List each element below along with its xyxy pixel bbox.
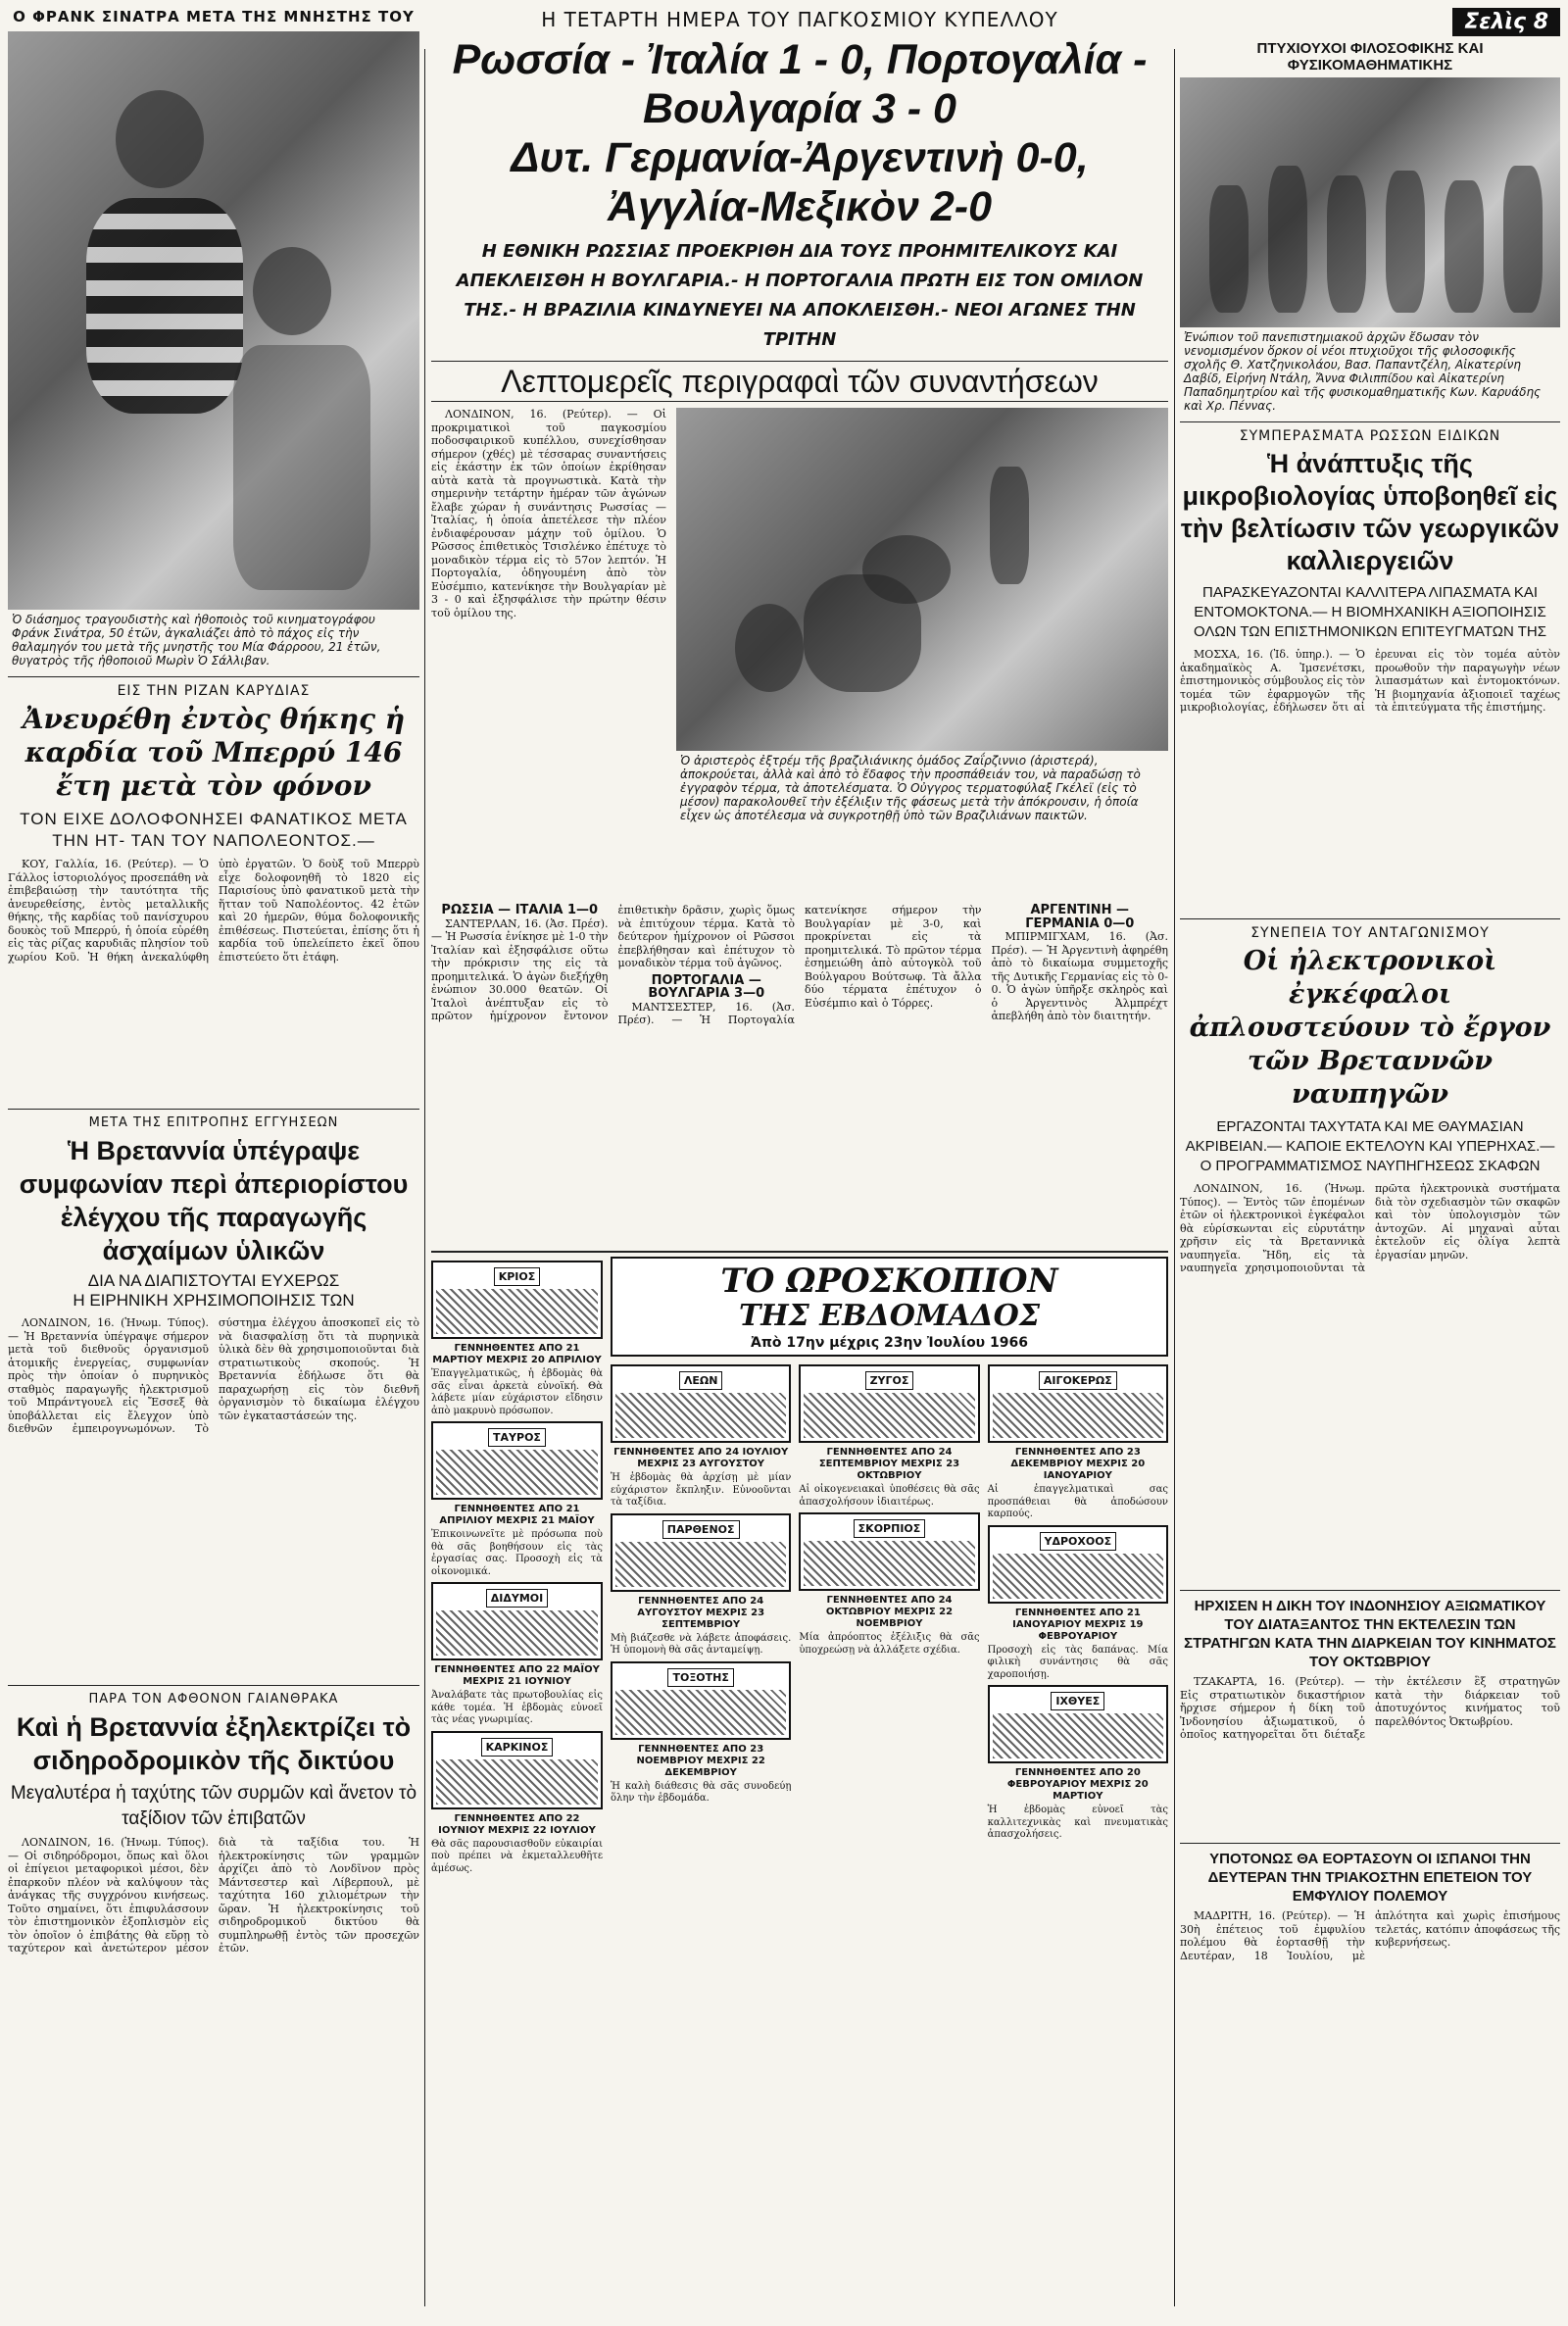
indonesia-headline: ΗΡΧΙΣΕΝ Η ΔΙΚΗ ΤΟΥ ΙΝΔΟΝΗΣΙΟΥ ΑΞΙΩΜΑΤΙΚΟΥ ΤΟΥ ΔΙΑΤΑΞΑΝΤΟΣ ΤΗΝ ΕΚΤΕΛΕΣΙΝ ΤΩΝ ΣΤΡΑΤΗΓΩΝ ΚΑΤΑ ΤΗΝ ΔΙΑΡΚΕΙΑΝ ΤΟΥ ΚΙΝΗΜΑΤΟΣ ΤΟΥ ΟΚΤΩΒΡΙΟΥ [1184,1598,1556,1670]
sign-label: ΣΚΟΡΠΙΟΣ [854,1519,926,1538]
egg-sub1: ΔΙΑ ΝΑ ΔΙΑΠΙΣΤΟΥΤΑΙ ΕΥΧΕΡΩΣ [87,1271,340,1290]
ship-kicker: ΣΥΝΕΠΕΙΑ ΤΟΥ ΑΝΤΑΓΩΝΙΣΜΟΥ [1250,925,1490,941]
result1-label: ΡΩΣΣΙΑ — ΙΤΑΛΙΑ 1—0 [441,904,599,917]
sign-dates: ΓΕΝΝΗΘΕΝΤΕΣ ΑΠΟ 23 ΝΟΕΜΒΡΙΟΥ ΜΕΧΡΙΣ 22 ΔΕΚΕΜΒΡΙΟΥ [636,1743,765,1778]
egg-article [8,1316,419,1679]
horoscope-col-3 [799,1361,979,1842]
scales-icon [804,1393,974,1438]
crab-icon [436,1759,598,1805]
sign-text: Ἐπικοινωνεῖτε μὲ πρόσωπα ποὺ θὰ σᾶς βοηθήσουν εἰς τὰς ἐργασίας σας. Προσοχὴ εἰς τὰ οἰκονομικά. [431,1529,603,1577]
micro-body: ΜΟΣΧΑ, 16. (Ἰδ. ὑπηρ.). — Ὁ ἀκαδημαϊκὸς Α. Ἰμσενέτσκι, ἐπιστημονικὸς σύμβουλος εἰς τὸν τομέα τῶν ἐφαρμογῶν τῆς μικροβιολογίας, ἐδήλωσεν ὅτι αἱ ἐρευναι εἰς τὸν τομέα αὐτὸν προωθοῦν τὴν παραγωγὴν νέων λιπασμάτων καὶ ἐντομοκτόνων. Ἡ βιομηχανία ἀξιοποιεῖ ταχέως τὰ ἐπιτεύγματα τῆς ἐπιστήμης. [1180,648,1560,714]
sign-box-ydrochoos [988,1525,1168,1604]
sign-label: ΑΙΓΟΚΕΡΩΣ [1039,1371,1117,1390]
result2-label: ΠΟΡΤΟΓΑΛΙΑ — ΒΟΥΛΓΑΡΙΑ 3—0 [648,972,765,1001]
sign-text: Ἀναλάβατε τὰς πρωτοβουλίας εἰς κάθε τομέα. Ἡ ἑβδομὰς εὐνοεῖ τὰς νέας γνωριμίας. [431,1690,603,1725]
sign-label: ΛΕΩΝ [679,1371,723,1390]
horoscope-dates: Ἀπὸ 17ην μέχρις 23ην Ἰουλίου 1966 [751,1335,1028,1351]
sign-dates: ΓΕΝΝΗΘΕΝΤΕΣ ΑΠΟ 24 ΙΟΥΛΙΟΥ ΜΕΧΡΙΣ 23 ΑΥΓΟΥΣΤΟΥ [613,1447,789,1469]
water-bearer-icon [993,1554,1163,1599]
indonesia-body: ΤΖΑΚΑΡΤΑ, 16. (Ρεύτερ). — Εἰς στρατιωτικὸν δικαστήριον ἤρχισε σήμερον ἡ δίκη τοῦ Ἰνδονησίου ἀξιωματικοῦ, ὁ ὁποῖος κατηγορεῖται ὅτι διέταξε τὴν ἐκτέλεσιν ἓξ στρατηγῶν κατὰ τὴν διάρκειαν τοῦ ἀποτυχόντος κινήματος τοῦ παρελθόντος Ὀκτωβρίου. [1180,1675,1560,1741]
sports-subhead: Λεπτομερεῖς περιγραφαὶ τῶν συναντήσεων [431,361,1168,402]
spain-article [1180,1909,1560,2071]
result3-label: ΑΡΓΕΝΤΙΝΗ — ΓΕΡΜΑΝΙΑ 0—0 [1025,904,1135,931]
sign-dates: ΓΕΝΝΗΘΕΝΤΕΣ ΑΠΟ 24 ΑΥΓΟΥΣΤΟΥ ΜΕΧΡΙΣ 23 ΣΕΠΤΕΜΒΡΙΟΥ [637,1595,765,1630]
horoscope-section [431,1251,1168,1875]
graduates-headline: ΠΤΥΧΙΟΥΧΟΙ ΦΙΛΟΣΟΦΙΚΗΣ ΚΑΙ ΦΥΣΙΚΟΜΑΘΗΜΑΤΙΚΗΣ [1256,40,1484,74]
scorpion-icon [804,1541,974,1586]
sports-top-block [431,408,1168,898]
spain-headline: ΥΠΟΤΟΝΩΣ ΘΑ ΕΟΡΤΑΣΟΥΝ ΟΙ ΙΣΠΑΝΟΙ ΤΗΝ ΔΕΥΤΕΡΑΝ ΤΗΝ ΤΡΙΑΚΟΣΤΗΝ ΕΠΕΤΕΙΟΝ ΤΟΥ ΕΜΦΥΛΙΟΥ ΠΟΛΕΜΟΥ [1207,1851,1533,1905]
sports-results [431,904,1168,1247]
sign-text: Αἱ οἰκογενειακαὶ ὑποθέσεις θὰ σᾶς ἀπασχολήσουν ἰδιαιτέρως. [799,1484,980,1508]
karydia-subhead: ΤΟΝ ΕΙΧΕ ΔΟΛΟΦΟΝΗΣΕΙ ΦΑΝΑΤΙΚΟΣ ΜΕΤΑ ΤΗΝ ΗΤ- ΤΑΝ ΤΟΥ ΝΑΠΟΛΕΟΝΤΟΣ.— [20,810,408,850]
rail-headline: Καὶ ἡ Βρεταννία ἐξηλεκτρίζει τὸ σιδηροδρομικὸν τῆς δικτύου [16,1712,412,1775]
horoscope-title-2: ΤΗΣ ΕΒΔΟΜΑΔΟΣ [738,1299,1041,1333]
sign-box-ichthyes [988,1685,1168,1763]
sign-dates: ΓΕΝΝΗΘΕΝΤΕΣ ΑΠΟ 24 ΟΚΤΩΒΡΙΟΥ ΜΕΧΡΙΣ 22 ΝΟΕΜΒΡΙΟΥ [825,1595,954,1629]
rail-article [8,1836,419,2081]
karydia-body: ΚΟΥ, Γαλλία, 16. (Ρεύτερ). — Ὁ Γάλλος ἱστοριολόγος προσεπάθη νὰ ἐπιβεβαιώσῃ τὴν ταυτότητα τῆς ἀνευρεθείσης, ἐντὸς μεταλλικῆς θήκης, τῆς καρδίας τοῦ πανίσχυρου δουκὸς τοῦ Μπερρύ, ἡ ὁποία εὑρέθη εἰς τὰς ρίζας καρυδιᾶς πλησίον τοῦ χωρίου Κοῦ. Ἡ θήκη ἀνεκαλύφθη ὑπὸ ἐργατῶν. Ὁ δοὺξ τοῦ Μπερρὺ εἶχε δολοφονηθῆ τὸ 1820 εἰς Παρισίους ὑπὸ φανατικοῦ μετὰ τὴν ἥτταν τοῦ Ναπολέοντος. 42 ἐτῶν καὶ 20 ἡμερῶν, θύμα δολοφονικῆς ἐπιθέσεως. Πιστεύεται, ἐπίσης ὅτι ἡ καρδία τοῦ ὑπελείπετο ἐκεῖ ὅπου ἐπιστεύετο ὅτι ἐτάφη. [8,858,419,964]
sign-box-didymoi [431,1582,603,1660]
rail-sub: Μεγαλυτέρα ἡ ταχύτης τῶν συρμῶν καὶ ἄνετον τὸ ταξίδιον τῶν ἐπιβατῶν [10,1783,417,1829]
sign-text: Ἡ ἑβδομὰς εὐνοεῖ τὰς καλλιτεχνικὰς καὶ πνευματικὰς ἀπασχολήσεις. [987,1805,1168,1840]
micro-sub: ΠΑΡΑΣΚΕΥΑΖΟΝΤΑΙ ΚΑΛΛΙΤΕΡΑ ΛΙΠΑΣΜΑΤΑ ΚΑΙ ΕΝΤΟΜΟΚΤΟΝΑ.— Η ΒΙΟΜΗΧΑΝΙΚΗ ΑΞΙΟΠΟΙΗΣΙΣ ΟΛΩΝ ΤΩΝ ΕΠΙΣΤΗΜΟΝΙΚΩΝ ΕΠΙΤΕΥΓΜΑΤΩΝ ΤΗΣ [1193,584,1547,640]
result2-body: ΜΑΝΤΣΕΣΤΕΡ, 16. (Ἀσ. Πρέσ). — Ἡ Πορτογαλία κατενίκησε σήμερον τὴν Βουλγαρίαν μὲ 3-0, καὶ προκρίνεται εἰς τὰ προημιτελικά. Τὸ πρῶτον τέρμα ἐσημειώθη ἀπὸ αὐτογκὸλ τοῦ Βούλγαρου Βούτσωφ. Τὰ ἄλλα δύο τέρματα ἐπέτυχον ὁ Εὐσέμπιο καὶ ὁ Τόρρες. [617,904,982,1026]
sign-box-parthenos [611,1513,791,1592]
sign-dates: ΓΕΝΝΗΘΕΝΤΕΣ ΑΠΟ 23 ΔΕΚΕΜΒΡΙΟΥ ΜΕΧΡΙΣ 20 ΙΑΝΟΥΑΡΙΟΥ [1010,1447,1146,1481]
egg-sub2: Η ΕΙΡΗΝΙΚΗ ΧΡΗΣΙΜΟΠΟΙΗΣΙΣ ΤΩΝ [73,1291,355,1310]
column-rule [1174,49,1175,2306]
micro-headline: Ἡ ἀνάπτυξις τῆς μικροβιολογίας ὑποβοηθεῖ εἰς τὴν βελτίωσιν τῶν γεωργικῶν καλλιεργειῶν [1180,449,1560,575]
virgin-icon [615,1542,786,1587]
sign-text: Μὴ βιάζεσθε νὰ λάβετε ἀποφάσεις. Ἡ ὑπομονὴ θὰ σᾶς ἀνταμείψῃ. [611,1632,792,1656]
left-column [8,0,419,2326]
sign-box-skorpios [799,1512,979,1591]
indonesia-article [1180,1675,1560,1837]
karydia-headline: Ἀνευρέθη ἐντὸς θήκης ἡ καρδία τοῦ Μπερρύ 146 ἔτη μετὰ τὸν φόνον [22,703,406,802]
sign-label: ΚΡΙΟΣ [494,1267,541,1286]
result3-body: ΜΠΙΡΜΙΓΧΑΜ, 16. (Ἀσ. Πρέσ). — Ἡ Ἀργεντινὴ ἀφηρέθη ἀπὸ τὸ δικαίωμα συμμετοχῆς τῆς Δυτικῆς Γερμανίας εἰς τὸ 0-0. Ὁ ἀγὼν ὑπῆρξε σκληρὸς καὶ ὁ Ἀργεντινὸς Ἀλμπρέχτ ἀπεβλήθη ἀπὸ τὸν διαιτητήν. [991,930,1168,1022]
sports-body-left: ΛΟΝΔΙΝΟΝ, 16. (Ρεύτερ). — Οἱ προκριματικοὶ τοῦ παγκοσμίου ποδοσφαιρικοῦ κυπέλλου, συνεχίσθησαν σήμερον (χθές) μὲ τέσσαρας συναντήσεις εἰς ἑκάστην ἐκ τῶν ὁποίων ἐκρίθησαν αὐτὰ κατὰ τὰ προγνωστικὰ. Κατὰ τὴν σημερινὴν τετάρτην ἡμέραν τῶν ἀγώνων ἔλαβε χώραν ἡ συνάντησις Ρωσσίας — Ἰταλίας, ἡ ὁποία ἀπετέλεσε τὴν πλέον ἐνδιαφέρουσαν μάχην τοῦ ὁμίλου. Ὁ Ρῶσσος ἐπιθετικὸς Τσισλένκο ἐπέτυχε τὸ μοναδικὸν τέρμα εἰς τὸ 57ον λεπτόν. Ἡ Πορτογαλία, ὁδηγουμένη ἀπὸ τὸν Εὐσέμπιο, κατενίκησε τὴν Βουλγαρίαν μὲ 3 - 0 καὶ ἐξησφάλισε τὴν πρώτην θέσιν τοῦ ὁμίλου της. [431,408,666,619]
sports-photo-block [676,408,1168,898]
rail-kicker: ΠΑΡΑ ΤΟΝ ΑΦΘΟΝΟΝ ΓΑΙΑΝΘΡΑΚΑ [88,1692,339,1707]
fish-icon [993,1713,1163,1758]
sign-text: Ἡ καλὴ διάθεσις θὰ σᾶς συνοδεύῃ ὅλην τὴν ἑβδομάδα. [611,1780,792,1804]
graduates-caption: Ἐνώπιον τοῦ πανεπιστημιακοῦ ἀρχῶν ἔδωσαν τὸν νενομισμένον ὅρκον οἱ νέοι πτυχιοῦχοι τῆς φιλοσοφικῆς σχολῆς Θ. Χατζηνικολάου, Βασ. Παπαντζέλη, Αἰκατερίνη Δαβίδ, Εἰρήνη Ντάλη, Ἄννα Φιλιππίδου καὶ Αἰκατερίνη Παπαδημητρίου καὶ τῆς φυσικομαθηματικῆς Κων. Καρυάδης καὶ Χρ. Πέννας. [1184,330,1542,413]
column-rule [424,49,425,2306]
sign-dates: ΓΕΝΝΗΘΕΝΤΕΣ ΑΠΟ 21 ΑΠΡΙΛΙΟΥ ΜΕΧΡΙΣ 21 ΜΑΪΟΥ [439,1504,595,1526]
karydia-kicker: ΕΙΣ ΤΗΝ ΡΙΖΑΝ ΚΑΡΥΔΙΑΣ [117,683,311,699]
sinatra-photo-headline: Ο ΦΡΑΝΚ ΣΙΝΑΤΡΑ ΜΕΤΑ ΤΗΣ ΜΝΗΣΤΗΣ ΤΟΥ [13,8,415,25]
sign-label: ΚΑΡΚΙΝΟΣ [481,1738,554,1757]
rail-body: ΛΟΝΔΙΝΟΝ, 16. (Ἡνωμ. Τύπος). — Οἱ σιδηρόδρομοι, ὅπως καὶ ὅλοι οἱ ἐπίγειοι μεταφορικοὶ μέσοι, δὲν ἐπαρκοῦν πλέον νὰ καλύψουν τὰς ἀνάγκας τῆς συγχρόνου κινήσεως. Τοῦτο σημαίνει, ὅτι ἐπιφυλάσσουν τὸν ἐπιστημονικὸν ἐξοπλισμὸν εἰς τὸν ὁποῖον ὁ ἐπιβάτης θὰ εὕρῃ τὸ ταχύτερον καὶ ἀνετώτερον μέσον διὰ τὰ ταξίδια του. Ἡ ἠλεκτροκίνησις τῶν γραμμῶν ἀρχίζει ἀπὸ τὸ Λονδῖνον πρὸς Μάντσεστερ καὶ Λίβερπουλ, μὲ ταχύτητα 160 χιλιομέτρων τὴν ὥραν. Ἡ ἠλεκτροκίνησις τοῦ σιδηροδρομικοῦ δικτύου θὰ συμπληρωθῇ ἐντὸς τῶν προσεχῶν ἐτῶν. [8,1836,419,1955]
sports-headline-1: Ρωσσία - Ἰταλία 1 - 0, Πορτογαλία - Βουλγαρία 3 - 0 [452,36,1148,132]
sign-text: Μία ἀπρόοπτος ἐξέλιξις θὰ σᾶς ὑποχρεώσῃ νὰ ἀλλάξετε σχέδια. [799,1632,980,1656]
egg-body: ΛΟΝΔΙΝΟΝ, 16. (Ἡνωμ. Τύπος). — Ἡ Βρεταννία ὑπέγραψε σήμερον μετὰ τοῦ διεθνοῦς ὀργανισμοῦ ἀτομικῆς ἐνεργείας, συμφωνίαν πρὸς τὴν ὁποίαν ὁ πυρηνικὸς σταθμὸς παραγωγῆς ἠλεκτρισμοῦ τοῦ Μπράντγουελ εἰς Ἔσσεξ θὰ ὑποβάλλεται εἰς ἔλεγχον ὑπὸ διεθνῶν ἐμπειρογνωμόνων. Τὸ σύστημα ἐλέγχου ἀποσκοπεῖ εἰς τὸ νὰ διασφαλίσῃ ὅτι τὰ πυρηνικὰ ὑλικὰ δὲν θὰ χρησιμοποιοῦνται διὰ στρατιωτικοὺς σκοπούς. Ἡ Βρεταννία ἐδήλωσε ὅτι θὰ παραχωρήσῃ εἰς τὸν διεθνῆ ὀργανισμὸν τὸ δικαίωμα ἐλέγχου τῶν ἐγκαταστάσεών της. [8,1316,419,1435]
sign-box-zygos [799,1364,979,1443]
sinatra-photo [8,31,419,610]
bull-icon [436,1450,598,1495]
archer-icon [615,1690,786,1735]
result1-body: ΣΑΝΤΕΡΛΑΝ, 16. (Ἀσ. Πρέσ). — Ἡ Ρωσσία ἐνίκησε μὲ 1-0 τὴν Ἰταλίαν καὶ ἐξησφάλισε οὕτω τὴν πρόκρισιν της εἰς τὰ προημιτελικά. Ὁ ἀγὼν διεξήχθη ἐνώπιον 30.000 θεατῶν. Οἱ Ἰταλοὶ ἀνέπτυξαν εἰς τὸ πρῶτον ἡμίχρονον ἔντονον ἐπιθετικὴν δρᾶσιν, χωρὶς ὅμως νὰ ἐπιτύχουν τέρμα. Κατὰ τὸ δεύτερον ἡμίχρονον οἱ Ρῶσσοι ἐπεβλήθησαν καὶ ἐπέτυχον τὸ μοναδικὸν τέρμα τοῦ ἀγῶνος. [431,904,795,1022]
sports-section [431,0,1168,2326]
sports-kicker: Η ΤΕΤΑΡΤΗ ΗΜΕΡΑ ΤΟΥ ΠΑΓΚΟΣΜΙΟΥ ΚΥΠΕΛΛΟΥ [541,8,1058,31]
sign-dates: ΓΕΝΝΗΘΕΝΤΕΣ ΑΠΟ 20 ΦΕΒΡΟΥΑΡΙΟΥ ΜΕΧΡΙΣ 20 ΜΑΡΤΙΟΥ [1006,1767,1149,1802]
ram-icon [436,1289,598,1334]
egg-kicker: ΜΕΤΑ ΤΗΣ ΕΠΙΤΡΟΠΗΣ ΕΓΓΥΗΣΕΩΝ [88,1115,339,1130]
sports-article-left [431,408,666,898]
lion-icon [615,1393,786,1438]
sign-box-tavros [431,1421,603,1500]
horoscope-banner [611,1257,1168,1357]
right-column [1180,0,1560,2326]
sign-box-toxotis [611,1661,791,1740]
horoscope-title-1: ΤΟ ΩΡΟΣΚΟΠΙΟΝ [720,1262,1058,1301]
sign-label: ΤΑΥΡΟΣ [488,1428,546,1447]
sign-label: ΠΑΡΘΕΝΟΣ [662,1520,740,1539]
sports-headline-2: Δυτ. Γερμανία-Ἀργεντινὴ 0-0, Ἀγγλία-Μεξικὸν 2-0 [511,134,1089,230]
page-number-badge: Σελὶς 8 [1452,8,1560,36]
sign-box-karkinos [431,1731,603,1809]
sign-box-aigokeros [988,1364,1168,1443]
ship-body: ΛΟΝΔΙΝΟΝ, 16. (Ἡνωμ. Τύπος). — Ἐντὸς τῶν ἐπομένων ἐτῶν οἱ ἠλεκτρονικοὶ ἐγκέφαλοι θὰ εὑρίσκωνται εἰς εὐρυτάτην χρῆσιν εἰς τὰ Βρεταννικὰ ναυπηγεῖα. Ἤδη, εἰς τὰ ναυπηγεῖα χρησιμοποιοῦνται τὰ πρῶτα ἠλεκτρονικὰ συστήματα διὰ τὸν σχεδιασμὸν τῶν σκαφῶν καὶ τὸν ὑπολογισμὸν τῶν ἀντοχῶν. Αἱ μηχαναὶ αὗται ἐκτελοῦν εἰς ὀλίγα λεπτὰ ἐργασίαν μηνῶν. [1180,1182,1560,1274]
ship-sub: ΕΡΓΑΖΟΝΤΑΙ ΤΑΧΥΤΑΤΑ ΚΑΙ ΜΕ ΘΑΥΜΑΣΙΑΝ ΑΚΡΙΒΕΙΑΝ.— ΚΑΠΟΙΕ ΕΚΤΕΛΟΥΝ ΚΑΙ ΥΠΕΡΗΧΑΣ.— Ο ΠΡΟΓΡΑΜΜΑΤΙΣΜΟΣ ΝΑΥΠΗΓΗΣΕΩΣ ΣΚΑΦΩΝ [1185,1118,1555,1174]
ship-headline: Οἱ ἠλεκτρονικοὶ ἐγκέφαλοι ἀπλουστεύουν τὸ ἔργον τῶν Βρεταννῶν ναυπηγῶν [1189,946,1551,1110]
sign-label: ΥΔΡΟΧΟΟΣ [1040,1532,1117,1551]
sign-label: ΖΥΓΟΣ [865,1371,914,1390]
sign-text: Προσοχὴ εἰς τὰς δαπάνας. Μία φιλικὴ συνάντησις θὰ σᾶς χαροποιήσῃ. [987,1644,1168,1680]
horoscope-grid [611,1361,1168,1842]
sign-dates: ΓΕΝΝΗΘΕΝΤΕΣ ΑΠΟ 24 ΣΕΠΤΕΜΒΡΙΟΥ ΜΕΧΡΙΣ 23 ΟΚΤΩΒΡΙΟΥ [818,1447,960,1481]
sign-text: Ἡ ἑβδομὰς θὰ ἀρχίσῃ μὲ μίαν εὐχάριστον ἔκπληξιν. Εὐνοοῦνται τὰ ταξίδια. [611,1472,792,1508]
page-badge-row [1180,8,1560,36]
sign-label: ΙΧΘΥΕΣ [1051,1692,1104,1710]
horoscope-col-1 [431,1257,603,1875]
sinatra-photo-caption: Ὁ διάσημος τραγουδιστὴς καὶ ἠθοποιὸς τοῦ κινηματογράφου Φράνκ Σινάτρα, 50 ἐτῶν, ἀγκαλιάζει ἀπὸ τὸ πάχος εἰς τὴν θαλαμηγόν του μετὰ τῆς μνηστῆς του Μία Φάρροου, 21 ἐτῶν, θυγατρὸς τῆς ἠθοποιοῦ Μωρὶν Ὁ Σάλλιβαν. [12,613,381,668]
sign-dates: ΓΕΝΝΗΘΕΝΤΕΣ ΑΠΟ 22 ΙΟΥΝΙΟΥ ΜΕΧΡΙΣ 22 ΙΟΥΛΙΟΥ [438,1812,596,1836]
sign-text: Αἱ ἐπαγγελματικαὶ σας προσπάθειαι θὰ ἀποδώσουν καρπούς. [987,1484,1168,1519]
sign-label: ΤΟΞΟΤΗΣ [667,1668,733,1687]
sign-text: Ἐπαγγελματικῶς, ἡ ἑβδομὰς θὰ σᾶς εἶναι ἀρκετὰ εὐνοϊκή. Θὰ λάβετε μίαν εὐχάριστον εἴδησιν ἀπὸ μακρυνὸ πρόσωπον. [431,1368,603,1416]
goat-icon [993,1393,1163,1438]
twins-icon [436,1610,598,1656]
sign-box-leon [611,1364,791,1443]
sports-lead: Η ΕΘΝΙΚΗ ΡΩΣΣΙΑΣ ΠΡΟΕΚΡΙΘΗ ΔΙΑ ΤΟΥΣ ΠΡΟΗΜΙΤΕΛΙΚΟΥΣ ΚΑΙ ΑΠΕΚΛΕΙΣΘΗ Η ΒΟΥΛΓΑΡΙΑ.- Η ΠΟΡΤΟΓΑΛΙΑ ΠΡΩΤΗ ΕΙΣ ΤΟΝ ΟΜΙΛΟΝ ΤΗΣ.- Η ΒΡΑΖΙΛΙΑ ΚΙΝΔΥΝΕΥΕΙ ΝΑ ΑΠΟΚΛΕΙΣΘΗ.- ΝΕΟΙ ΑΓΩΝΕΣ ΤΗΝ ΤΡΙΤΗΝ [456,241,1144,350]
karydia-article [8,858,419,1103]
ship-article [1180,1182,1560,1584]
football-photo [676,408,1168,751]
sign-dates: ΓΕΝΝΗΘΕΝΤΕΣ ΑΠΟ 21 ΜΑΡΤΙΟΥ ΜΕΧΡΙΣ 20 ΑΠΡΙΛΙΟΥ [432,1343,602,1365]
football-photo-caption: Ὁ ἀριστερὸς ἐξτρέμ τῆς βραζιλιάνικης ὁμάδος Ζαΐρζιννιο (ἀριστερά), ἀποκρούεται, ἀλλὰ καὶ ἀπὸ τὸ ἔδαφος τὴν προσπάθειάν του, νὰ παραδώσῃ τὸ ἐγγραφὸν τέρμα, τὰ ἀποτελέσματα. Ὁ Οὐγγρος τερματοφύλαξ Γκέλεϊ (εἰς τὸ μέσον) παρακολουθεῖ τὴν ἐξέλιξιν τῆς φάσεως μετὰ τὴν ἀπόκρουσιν, ἡ ὁποία εἶχεν ὡς ἀποτέλεσμα νὰ συγκροτηθῇ ὑπὸ τῶν Βραζιλιάνων παικτῶν. [680,754,1141,822]
egg-headline: Ἡ Βρεταννία ὑπέγραψε συμφωνίαν περὶ ἀπεριορίστου ἐλέγχου τῆς παραγωγῆς ἀσχαίμων ὑλικῶν [19,1136,409,1265]
sign-dates: ΓΕΝΝΗΘΕΝΤΕΣ ΑΠΟ 21 ΙΑΝΟΥΑΡΙΟΥ ΜΕΧΡΙΣ 19 ΦΕΒΡΟΥΑΡΙΟΥ [1012,1607,1144,1642]
micro-article [1180,648,1560,913]
sign-box-krios [431,1261,603,1339]
micro-kicker: ΣΥΜΠΕΡΑΣΜΑΤΑ ΡΩΣΣΩΝ ΕΙΔΙΚΩΝ [1239,428,1501,444]
sign-text: Θὰ σᾶς παρουσιασθοῦν εὐκαιρίαι ποὺ πρέπει νὰ ἐκμεταλλευθῆτε ἀμέσως. [431,1838,603,1874]
spain-body: ΜΑΔΡΙΤΗ, 16. (Ρεύτερ). — Ἡ 30ὴ ἐπέτειος τοῦ ἐμφυλίου πολέμου θὰ ἑορτασθῇ τὴν Δευτέραν, 18 Ἰουλίου, μὲ ἀπλότητα καὶ χωρὶς ἐπισήμους τελετάς, κατόπιν ἀποφάσεως τῆς κυβερνήσεως. [1180,1909,1560,1962]
horoscope-col-2 [611,1361,791,1842]
sign-label: ΔΙΔΥΜΟΙ [486,1589,548,1608]
horoscope-col-4 [988,1361,1168,1842]
sign-dates: ΓΕΝΝΗΘΕΝΤΕΣ ΑΠΟ 22 ΜΑΪΟΥ ΜΕΧΡΙΣ 21 ΙΟΥΝΙΟΥ [434,1664,600,1687]
graduates-photo [1180,77,1560,327]
horoscope-main [611,1257,1168,1875]
